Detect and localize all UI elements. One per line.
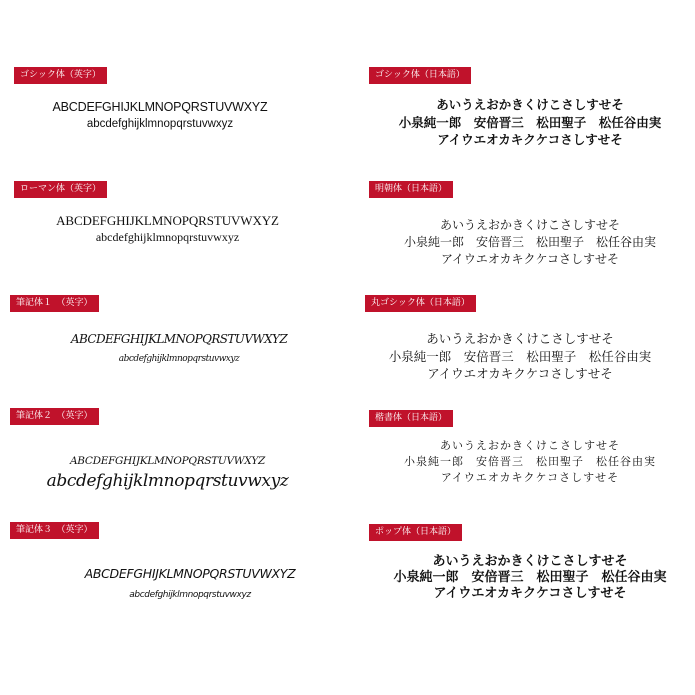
font-label-script1-en: 筆記体１ （英字） (10, 295, 99, 312)
font-label-gothic-jp: ゴシック体（日本語） (369, 67, 471, 84)
sample-katakana: アイウエオカキクケコさしすせそ (440, 471, 620, 484)
sample-lowercase: abcdefghijklmnopqrstuvwxyz (129, 589, 251, 600)
font-sample-kaisho-jp (375, 440, 685, 488)
sample-hiragana: あいうえおかきくけこさしすせそ (432, 554, 628, 569)
sample-lowercase: abcdefghijklmnopqrstuvwxyz (86, 117, 234, 130)
font-sample-script2-en (25, 456, 310, 490)
font-label-script3-en: 筆記体３ （英字） (10, 522, 99, 539)
font-sample-mincho-jp (375, 219, 685, 270)
sample-katakana: アイウエオカキクケコさしすせそ (437, 132, 623, 147)
sample-hiragana: あいうえおかきくけこさしすせそ (436, 97, 624, 112)
font-label-roman-en: ローマン体（英字） (14, 181, 107, 198)
sample-names: 小泉純一郎 安倍晋三 松田聖子 松任谷由実 (398, 114, 662, 130)
font-sample-pop-jp (375, 555, 685, 603)
font-sample-gothic-jp (375, 99, 685, 152)
font-label-gothic-en: ゴシック体（英字） (14, 67, 107, 84)
font-sample-roman-en (45, 214, 290, 243)
font-sample-gothic-en (40, 101, 280, 130)
font-label-mincho-jp: 明朝体（日本語） (369, 181, 453, 198)
sample-uppercase: ABCDEFGHIJKLMNOPQRSTUVWXYZ (70, 332, 288, 346)
sample-hiragana: あいうえおかきくけこさしすせそ (440, 439, 620, 452)
font-label-kaisho-jp: 楷書体（日本語） (369, 410, 453, 427)
sample-uppercase: ABCDEFGHIJKLMNOPQRSTUVWXYZ (52, 100, 268, 114)
font-label-maru-jp: 丸ゴシック体（日本語） (365, 295, 476, 312)
sample-names: 小泉純一郎 安倍晋三 松田聖子 松任谷由実 (393, 570, 667, 585)
sample-lowercase: abcdefghijklmnopqrstuvwxyz (46, 470, 289, 491)
sample-hiragana: あいうえおかきくけこさしすせそ (426, 331, 614, 346)
sample-katakana: アイウエオカキクケコさしすせそ (427, 366, 613, 381)
font-sample-script3-en (25, 568, 355, 600)
sample-uppercase: ABCDEFGHIJKLMNOPQRSTUVWXYZ (69, 455, 266, 467)
sample-names: 小泉純一郎 安倍晋三 松田聖子 松任谷由実 (388, 348, 652, 364)
sample-uppercase: ABCDEFGHIJKLMNOPQRSTUVWXYZ (84, 566, 296, 581)
sample-lowercase: abcdefghijklmnopqrstuvwxyz (95, 230, 240, 244)
font-label-pop-jp: ポップ体（日本語） (369, 524, 462, 541)
sample-katakana: アイウエオカキクケコさしすせそ (433, 586, 627, 601)
sample-names: 小泉純一郎 安倍晋三 松田聖子 松任谷由実 (403, 235, 656, 249)
sample-hiragana: あいうえおかきくけこさしすせそ (439, 218, 620, 232)
sample-names: 小泉純一郎 安倍晋三 松田聖子 松任谷由実 (404, 455, 656, 468)
sample-uppercase: ABCDEFGHIJKLMNOPQRSTUVWXYZ (56, 213, 279, 228)
font-sample-script1-en (20, 333, 338, 364)
sample-katakana: アイウエオカキクケコさしすせそ (440, 252, 620, 266)
font-label-script2-en: 筆記体２ （英字） (10, 408, 99, 425)
sample-lowercase: abcdefghijklmnopqrstuvwxyz (118, 354, 240, 364)
font-sample-maru-jp (365, 333, 675, 386)
